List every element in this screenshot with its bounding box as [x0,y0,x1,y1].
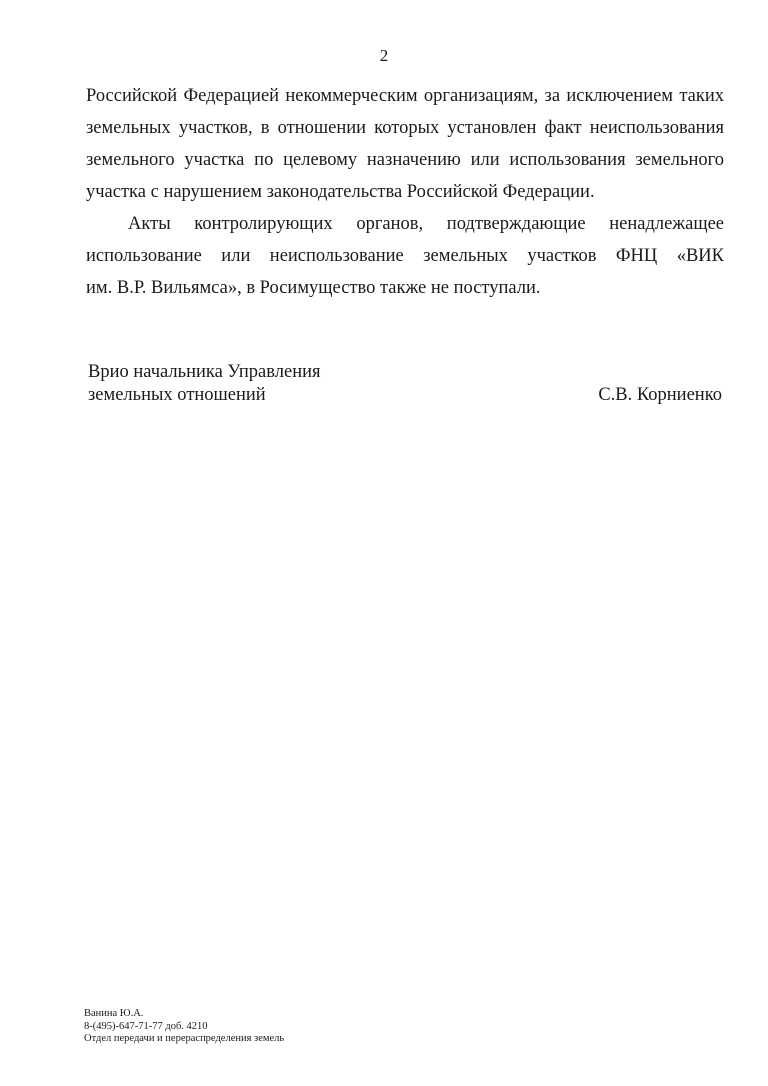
body-text [86,80,724,304]
signature-title-line-1: Врио начальника Управления [88,362,321,382]
paragraph-2-line-2: использование или неиспользование земельных участков ФНЦ «ВИК [86,246,724,266]
signature-title [88,361,321,407]
executor-phone: 8-(495)-647-71-77 доб. 4210 [84,1020,208,1032]
page-number: 2 [379,46,389,65]
paragraph-1-line-2: земельных участков, в отношении которых установлен факт неиспользования [86,118,724,138]
executor-name: Ванина Ю.А. [84,1008,144,1019]
executor-info [84,1008,284,1046]
paragraph-2-line-3: им. В.Р. Вильямса», в Росимущество также не поступали. [86,278,541,298]
executor-department: Отдел передачи и перераспределения земель [84,1033,285,1044]
signature-title-line-2: земельных отношений [88,385,266,405]
paragraph-2-line-1: Акты контролирующих органов, подтверждающие ненадлежащее [128,214,724,234]
signatory-name: С.В. Корниенко [598,385,722,405]
paragraph-1-line-4: участка с нарушением законодательства Российской Федерации. [86,182,595,202]
paragraph-1-line-1: Российской Федерацией некоммерческим организациям, за исключением таких [86,86,724,106]
paragraph-1-line-3: земельного участка по целевому назначению или использования земельного [86,150,724,170]
